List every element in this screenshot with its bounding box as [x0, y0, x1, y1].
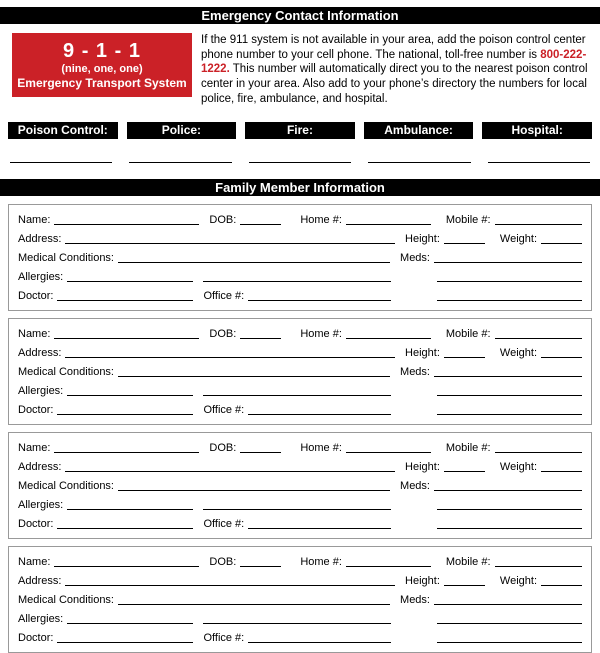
- meds-line: [434, 490, 582, 491]
- allergies-line: [67, 623, 193, 624]
- mobile-phone-label: Mobile #:: [445, 213, 491, 226]
- dob-label: DOB:: [209, 213, 237, 226]
- home-phone-line: [346, 452, 431, 453]
- address-row: [18, 570, 582, 589]
- address-line: [65, 471, 395, 472]
- 911-number: 9 - 1 - 1: [63, 40, 141, 62]
- home-phone-label: Home #:: [300, 555, 342, 568]
- poison-control-line: [10, 162, 112, 163]
- 911-words: (nine, one, one): [61, 63, 143, 75]
- poison-control-phone-number: 800-222-1222.: [201, 48, 587, 76]
- address-line: [65, 585, 395, 586]
- medical-conditions-label: Medical Conditions:: [18, 593, 114, 606]
- weight-label: Weight:: [499, 232, 537, 245]
- height-line: [444, 585, 485, 586]
- allergies-line: [67, 281, 193, 282]
- instructions-text-after: This number will automatically direct you to the nearest poison control center in your area. Also add to your phone’s directory the numbers for local police, fire, ambulance, and hospital.: [201, 63, 588, 105]
- weight-line: [541, 357, 582, 358]
- height-label: Height:: [405, 232, 440, 245]
- police-label: Police:: [127, 122, 237, 139]
- medical-conditions-label: Medical Conditions:: [18, 365, 114, 378]
- mobile-phone-label: Mobile #:: [445, 327, 491, 340]
- home-phone-line: [346, 224, 431, 225]
- doctor-label: Doctor:: [18, 517, 54, 530]
- address-row: [18, 456, 582, 475]
- name-line: [54, 452, 199, 453]
- allergies-line: [67, 395, 193, 396]
- allergies-label: Allergies:: [18, 384, 64, 397]
- allergies-label: Allergies:: [18, 612, 64, 625]
- medical-conditions-row: [18, 589, 582, 608]
- address-label: Address:: [18, 460, 62, 473]
- hospital-label: Hospital:: [482, 122, 592, 139]
- family-member-block: [8, 432, 592, 539]
- name-label: Name:: [18, 555, 51, 568]
- meds-continuation-line-1: [437, 509, 582, 510]
- poison-control-label: Poison Control:: [8, 122, 118, 139]
- meds-continuation-line-2: [437, 414, 582, 415]
- name-row: [18, 551, 582, 570]
- meds-continuation-line-1: [437, 395, 582, 396]
- name-row: [18, 323, 582, 342]
- address-row: [18, 228, 582, 247]
- name-line: [54, 338, 199, 339]
- address-label: Address:: [18, 232, 62, 245]
- family-member-block: [8, 318, 592, 425]
- emergency-info-row: [12, 33, 592, 107]
- meds-continuation-line-1: [437, 623, 582, 624]
- doctor-line: [57, 300, 193, 301]
- name-label: Name:: [18, 327, 51, 340]
- medical-conditions-row: [18, 247, 582, 266]
- doctor-row: [18, 399, 582, 418]
- medical-conditions-line: [118, 604, 390, 605]
- allergies-line-2: [203, 281, 391, 282]
- name-line: [54, 566, 199, 567]
- name-label: Name:: [18, 441, 51, 454]
- emergency-section-title: Emergency Contact Information: [0, 7, 600, 24]
- meds-label: Meds:: [400, 251, 430, 264]
- medical-conditions-line: [118, 490, 390, 491]
- weight-label: Weight:: [499, 460, 537, 473]
- allergies-line: [67, 509, 193, 510]
- mobile-phone-label: Mobile #:: [445, 441, 491, 454]
- meds-line: [434, 376, 582, 377]
- dob-line: [240, 224, 281, 225]
- height-line: [444, 357, 485, 358]
- office-phone-line: [248, 414, 391, 415]
- family-section-title: Family Member Information: [0, 179, 600, 196]
- medical-conditions-row: [18, 475, 582, 494]
- fire-line: [249, 162, 351, 163]
- name-row: [18, 437, 582, 456]
- allergies-label: Allergies:: [18, 498, 64, 511]
- allergies-line-2: [203, 509, 391, 510]
- dob-label: DOB:: [209, 555, 237, 568]
- mobile-phone-line: [495, 566, 582, 567]
- doctor-line: [57, 642, 193, 643]
- doctor-label: Doctor:: [18, 631, 54, 644]
- poison-control-instructions: [201, 33, 592, 107]
- height-label: Height:: [405, 574, 440, 587]
- weight-line: [541, 585, 582, 586]
- family-member-block: [8, 204, 592, 311]
- weight-line: [541, 243, 582, 244]
- meds-label: Meds:: [400, 365, 430, 378]
- allergies-line-2: [203, 623, 391, 624]
- address-line: [65, 357, 395, 358]
- doctor-label: Doctor:: [18, 403, 54, 416]
- home-phone-label: Home #:: [300, 327, 342, 340]
- address-label: Address:: [18, 574, 62, 587]
- medical-conditions-label: Medical Conditions:: [18, 251, 114, 264]
- name-row: [18, 209, 582, 228]
- dob-line: [240, 338, 281, 339]
- medical-conditions-label: Medical Conditions:: [18, 479, 114, 492]
- ambulance-label: Ambulance:: [364, 122, 474, 139]
- meds-label: Meds:: [400, 479, 430, 492]
- meds-line: [434, 262, 582, 263]
- home-phone-line: [346, 566, 431, 567]
- dob-label: DOB:: [209, 327, 237, 340]
- office-phone-label: Office #:: [203, 403, 245, 416]
- height-label: Height:: [405, 346, 440, 359]
- dob-line: [240, 566, 281, 567]
- allergies-line-2: [203, 395, 391, 396]
- home-phone-label: Home #:: [300, 213, 342, 226]
- medical-conditions-line: [118, 376, 390, 377]
- dob-line: [240, 452, 281, 453]
- contact-write-in-lines: [0, 162, 600, 163]
- weight-label: Weight:: [499, 574, 537, 587]
- meds-continuation-line-1: [437, 281, 582, 282]
- medical-conditions-line: [118, 262, 390, 263]
- doctor-row: [18, 513, 582, 532]
- allergies-row: [18, 494, 582, 513]
- allergies-row: [18, 266, 582, 285]
- name-label: Name:: [18, 213, 51, 226]
- office-phone-line: [248, 300, 391, 301]
- home-phone-line: [346, 338, 431, 339]
- allergies-row: [18, 380, 582, 399]
- meds-continuation-line-2: [437, 642, 582, 643]
- mobile-phone-line: [495, 224, 582, 225]
- medical-conditions-row: [18, 361, 582, 380]
- office-phone-label: Office #:: [203, 289, 245, 302]
- allergies-label: Allergies:: [18, 270, 64, 283]
- contact-labels-row: [0, 122, 600, 139]
- dob-label: DOB:: [209, 441, 237, 454]
- office-phone-label: Office #:: [203, 631, 245, 644]
- allergies-row: [18, 608, 582, 627]
- emergency-911-box: [12, 33, 192, 97]
- doctor-line: [57, 414, 193, 415]
- office-phone-label: Office #:: [203, 517, 245, 530]
- doctor-line: [57, 528, 193, 529]
- doctor-row: [18, 285, 582, 304]
- doctor-label: Doctor:: [18, 289, 54, 302]
- home-phone-label: Home #:: [300, 441, 342, 454]
- mobile-phone-line: [495, 452, 582, 453]
- office-phone-line: [248, 642, 391, 643]
- police-line: [129, 162, 231, 163]
- instructions-text-before: If the 911 system is not available in your area, add the poison control center phone number to your cell phone. The national, toll-free number is: [201, 34, 586, 61]
- mobile-phone-line: [495, 338, 582, 339]
- office-phone-line: [248, 528, 391, 529]
- fire-label: Fire:: [245, 122, 355, 139]
- weight-line: [541, 471, 582, 472]
- meds-label: Meds:: [400, 593, 430, 606]
- height-label: Height:: [405, 460, 440, 473]
- family-member-list: [0, 204, 600, 653]
- height-line: [444, 243, 485, 244]
- ambulance-line: [368, 162, 470, 163]
- address-row: [18, 342, 582, 361]
- name-line: [54, 224, 199, 225]
- height-line: [444, 471, 485, 472]
- address-line: [65, 243, 395, 244]
- weight-label: Weight:: [499, 346, 537, 359]
- mobile-phone-label: Mobile #:: [445, 555, 491, 568]
- doctor-row: [18, 627, 582, 646]
- meds-continuation-line-2: [437, 528, 582, 529]
- 911-system-label: Emergency Transport System: [17, 76, 187, 90]
- family-member-block: [8, 546, 592, 653]
- meds-continuation-line-2: [437, 300, 582, 301]
- meds-line: [434, 604, 582, 605]
- address-label: Address:: [18, 346, 62, 359]
- hospital-line: [488, 162, 590, 163]
